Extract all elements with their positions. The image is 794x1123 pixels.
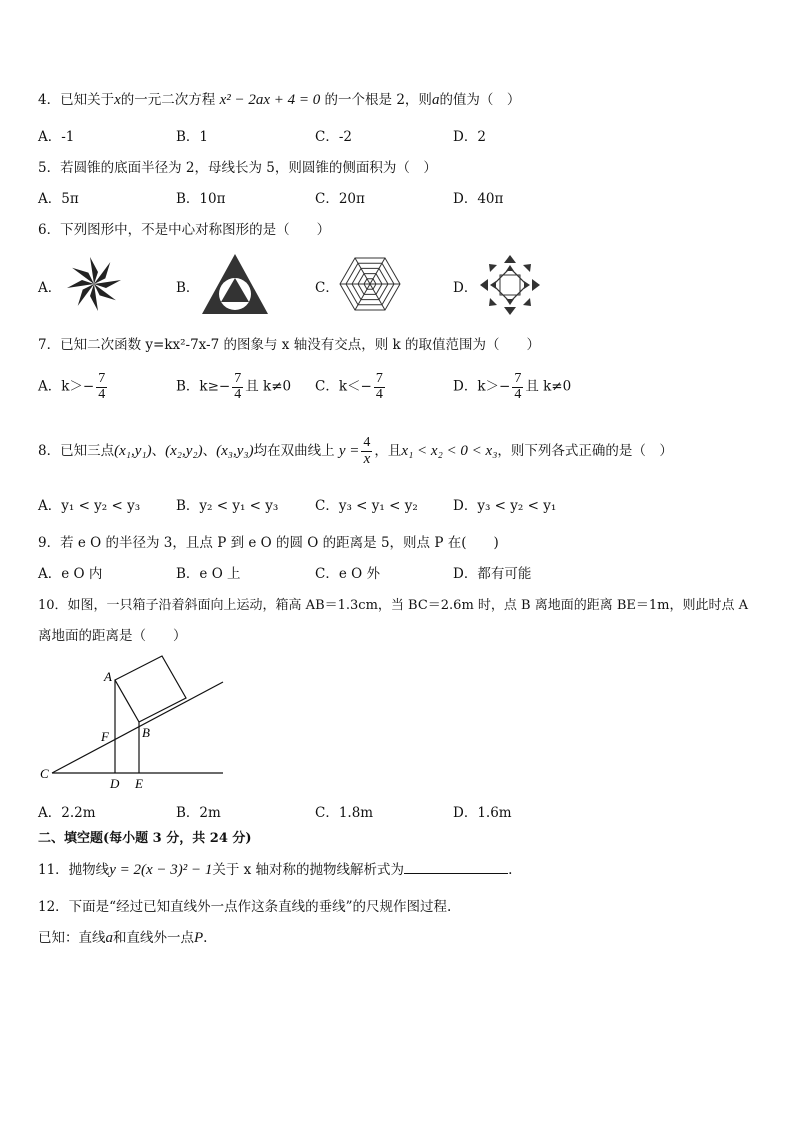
q5-option-d[interactable]: D．40π: [453, 191, 504, 207]
q8-y-label: y =: [338, 443, 360, 460]
q9-option-a[interactable]: A．e O 内: [38, 566, 103, 582]
question-10-line-1: 10．如图，一只箱子沿着斜面向上运动，箱高 AB＝1.3cm，当 BC＝2.6m 时，点 B 离地面的距离 BE＝1m，则此时点 A: [38, 598, 749, 613]
q12-given-end: .: [203, 930, 208, 946]
q7-b-suffix: 且 k≠0: [245, 378, 292, 395]
q8-cond-pre: ，且: [374, 443, 402, 460]
q8-condition: x₁ < x₂ < 0 < x₃: [401, 443, 498, 460]
label-a: A: [104, 669, 112, 684]
label-b: B: [142, 725, 150, 740]
question-4: [38, 88, 520, 109]
q8-den: x: [363, 450, 371, 467]
q8-point-1: (x₁,y₁): [114, 443, 152, 460]
q6-option-b[interactable]: B．: [176, 280, 200, 296]
q5-option-c[interactable]: C．20π: [315, 191, 365, 207]
triangle-circle-figure: [200, 252, 270, 316]
q4-option-c[interactable]: C．-2: [315, 129, 352, 145]
q8-option-a[interactable]: A．y₁ < y₂ < y₃: [38, 498, 141, 514]
diamond-ring-figure: [478, 254, 542, 316]
q7-a-fraction: [96, 372, 107, 402]
q4-var-a: a: [431, 92, 440, 108]
q11-text-end: .: [508, 862, 513, 878]
q10-option-c[interactable]: C．1.8m: [315, 805, 374, 821]
question-9: 9．若 e O 的半径为 3，且点 P 到 e O 的圆 O 的距离是 5，则点 P 在( ): [38, 535, 499, 551]
q7-b-fraction: [232, 372, 243, 402]
incline-box-figure: [36, 650, 236, 795]
q7-a-num: 7: [98, 371, 106, 386]
q7-option-c[interactable]: [315, 372, 387, 402]
label-e: E: [135, 776, 143, 791]
q8-text-mid: 均在双曲线上: [253, 443, 335, 460]
q7-b-label: B．k≥−: [176, 378, 231, 395]
question-10-line-2: 离地面的距离是（ ）: [38, 628, 187, 644]
q7-d-den: 4: [514, 386, 522, 402]
q7-c-den: 4: [375, 386, 383, 402]
q5-option-b[interactable]: B．10π: [176, 191, 226, 207]
q8-text-end: ，则下列各式正确的是（ ）: [497, 443, 673, 460]
q8-text: 8．已知三点: [38, 443, 115, 460]
q7-b-num: 7: [234, 371, 242, 386]
q11-answer-blank[interactable]: [404, 861, 508, 874]
q7-option-d[interactable]: [453, 372, 571, 402]
q8-num: 4: [363, 435, 371, 450]
q7-c-fraction: [374, 372, 385, 402]
section-2-title: 二、填空题(每小题 3 分，共 24 分): [38, 831, 252, 846]
q10-option-d[interactable]: D．1.6m: [453, 805, 512, 821]
q7-d-num: 7: [514, 371, 522, 386]
q12-var-a: a: [105, 930, 113, 946]
q9-option-d[interactable]: D．都有可能: [453, 566, 532, 582]
q4-var-x: x: [114, 92, 121, 108]
q8-option-c[interactable]: C．y₃ < y₁ < y₂: [315, 498, 418, 514]
q9-option-b[interactable]: B．e O 上: [176, 566, 241, 582]
q11-text-mid: 关于 x 轴对称的抛物线解析式为: [212, 862, 405, 878]
question-7: 7．已知二次函数 y=kx²-7x-7 的图象与 x 轴没有交点，则 k 的取值范围为（ ）: [38, 337, 540, 353]
q7-b-den: 4: [234, 386, 242, 402]
question-8: [38, 436, 673, 467]
q11-equation: y = 2(x − 3)² − 1: [109, 862, 213, 878]
q7-option-b[interactable]: [176, 372, 291, 402]
q8-point-3: (x₃,y₃): [216, 443, 254, 460]
q9-option-c[interactable]: C．e O 外: [315, 566, 380, 582]
label-f: F: [101, 729, 109, 744]
q11-text: 11．抛物线: [38, 862, 110, 878]
q7-c-num: 7: [375, 371, 383, 386]
q7-d-label: D．k＞−: [453, 378, 511, 395]
q8-sep-1: 、: [151, 443, 166, 460]
q8-sep-2: 、: [202, 443, 217, 460]
q10-option-a[interactable]: A．2.2m: [38, 805, 96, 821]
q8-option-d[interactable]: D．y₃ < y₂ < y₁: [453, 498, 557, 514]
question-5: 5．若圆锥的底面半径为 2，母线长为 5，则圆锥的侧面积为（ ）: [38, 160, 437, 176]
q12-given-pre: 已知：直线: [38, 930, 106, 946]
q7-option-a[interactable]: [38, 372, 109, 402]
question-11: [38, 858, 512, 879]
q4-text: 4．已知关于: [38, 92, 115, 108]
q7-a-den: 4: [98, 386, 106, 402]
label-d: D: [110, 776, 120, 791]
q4-option-a[interactable]: A．-1: [38, 129, 75, 145]
q5-option-a[interactable]: A．5π: [38, 191, 79, 207]
q7-c-label: C．k＜−: [315, 378, 372, 395]
pinwheel-figure: [64, 254, 124, 314]
q4-text-post: 的一个根是 2，则: [324, 92, 432, 108]
question-6: 6．下列图形中，不是中心对称图形的是（ ）: [38, 222, 331, 238]
q7-d-suffix: 且 k≠0: [525, 378, 572, 395]
label-c: C: [40, 766, 49, 781]
hexagon-web-figure: [338, 254, 402, 314]
q8-point-2: (x₂,y₂): [165, 443, 203, 460]
question-12: 12．下面是“经过已知直线外一点作这条直线的垂线”的尺规作图过程.: [38, 899, 452, 915]
q12-var-p: P: [194, 930, 204, 946]
q4-text-mid: 的一元二次方程: [120, 92, 216, 108]
q4-option-d[interactable]: D．2: [453, 129, 486, 145]
q7-a-label: A．k＞−: [38, 378, 95, 395]
q12-given-mid: 和直线外一点: [113, 930, 194, 946]
q6-option-d[interactable]: D．: [453, 280, 478, 296]
q4-text-end: 的值为（ ）: [439, 92, 521, 108]
q8-option-b[interactable]: B．y₂ < y₁ < y₃: [176, 498, 279, 514]
q7-d-fraction: [512, 372, 523, 402]
question-12-given: [38, 926, 207, 947]
q8-fraction: [361, 436, 372, 467]
q4-option-b[interactable]: B．1: [176, 129, 209, 145]
q6-option-c[interactable]: C．: [315, 280, 339, 296]
q10-option-b[interactable]: B．2m: [176, 805, 221, 821]
q4-equation: x² − 2ax + 4 = 0: [219, 92, 321, 108]
q6-option-a[interactable]: A．: [38, 280, 62, 296]
